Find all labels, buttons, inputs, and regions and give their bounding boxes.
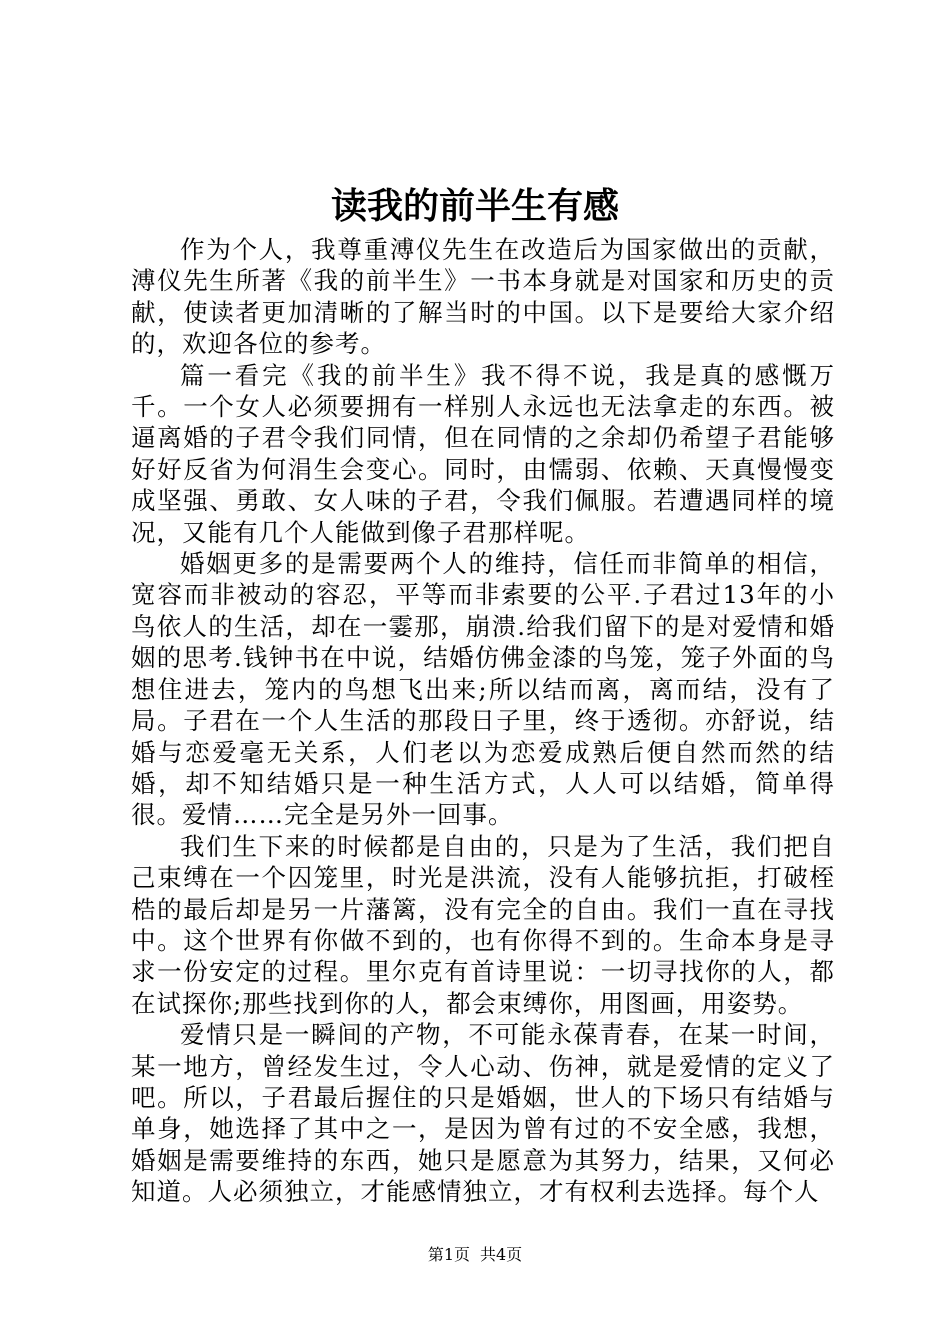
paragraph: 篇一看完《我的前半生》我不得不说，我是真的感慨万千。一个女人必须要拥有一样别人永远也无法拿走的东西。被逼离婚的子君令我们同情，但在同情的之余却仍希望子君能够好好反省为何涓生会变心。同时，由懦弱、依赖、天真慢慢变成坚强、勇敢、女人味的子君，令我们佩服。若遭遇同样的境况，又能有几个人能做到像子君那样呢。 [131,360,835,547]
paragraph: 我们生下来的时候都是自由的，只是为了生活，我们把自己束缚在一个囚笼里，时光是洪流，没有人能够抗拒，打破桎梏的最后却是另一片藩篱，没有完全的自由。我们一直在寻找中。这个世界有你做不到的，也有你得不到的。生命本身是寻求一份安定的过程。里尔克有首诗里说：一切寻找你的人，都在试探你;那些找到你的人，都会束缚你，用图画，用姿势。 [131,831,835,1018]
page-footer [0,1244,950,1266]
paragraph: 爱情只是一瞬间的产物，不可能永葆青春，在某一时间，某一地方，曾经发生过，令人心动、伤神，就是爱情的定义了吧。所以，子君最后握住的只是婚姻，世人的下场只有结婚与单身，她选择了其中之一，是因为曾有过的不安全感，我想，婚姻是需要维持的东西，她只是愿意为其努力，结果，又何必知道。人必须独立，才能感情独立，才有权利去选择。每个人 [131,1020,835,1207]
document-body [131,234,835,1208]
page-number: 第1页 [427,1245,470,1264]
document-title: 读我的前半生有感 [330,185,619,227]
paragraph: 婚姻更多的是需要两个人的维持，信任而非简单的相信，宽容而非被动的容忍，平等而非索要的公平.子君过13年的小鸟依人的生活，却在一霎那，崩溃.给我们留下的是对爱情和婚姻的思考.钱钟书在中说，结婚仿佛金漆的鸟笼，笼子外面的鸟想住进去，笼内的鸟想飞出来;所以结而离，离而结，没有了局。子君在一个人生活的那段日子里，终于透彻。亦舒说，结婚与恋爱毫无关系，人们老以为恋爱成熟后便自然而然的结婚，却不知结婚只是一种生活方式，人人可以结婚，简单得很。爱情……完全是另外一回事。 [131,549,835,830]
page-total: 共4页 [480,1245,523,1264]
paragraph: 作为个人，我尊重溥仪先生在改造后为国家做出的贡献，溥仪先生所著《我的前半生》一书本身就是对国家和历史的贡献，使读者更加清晰的了解当时的中国。以下是要给大家介绍的，欢迎各位的参考。 [131,235,835,359]
